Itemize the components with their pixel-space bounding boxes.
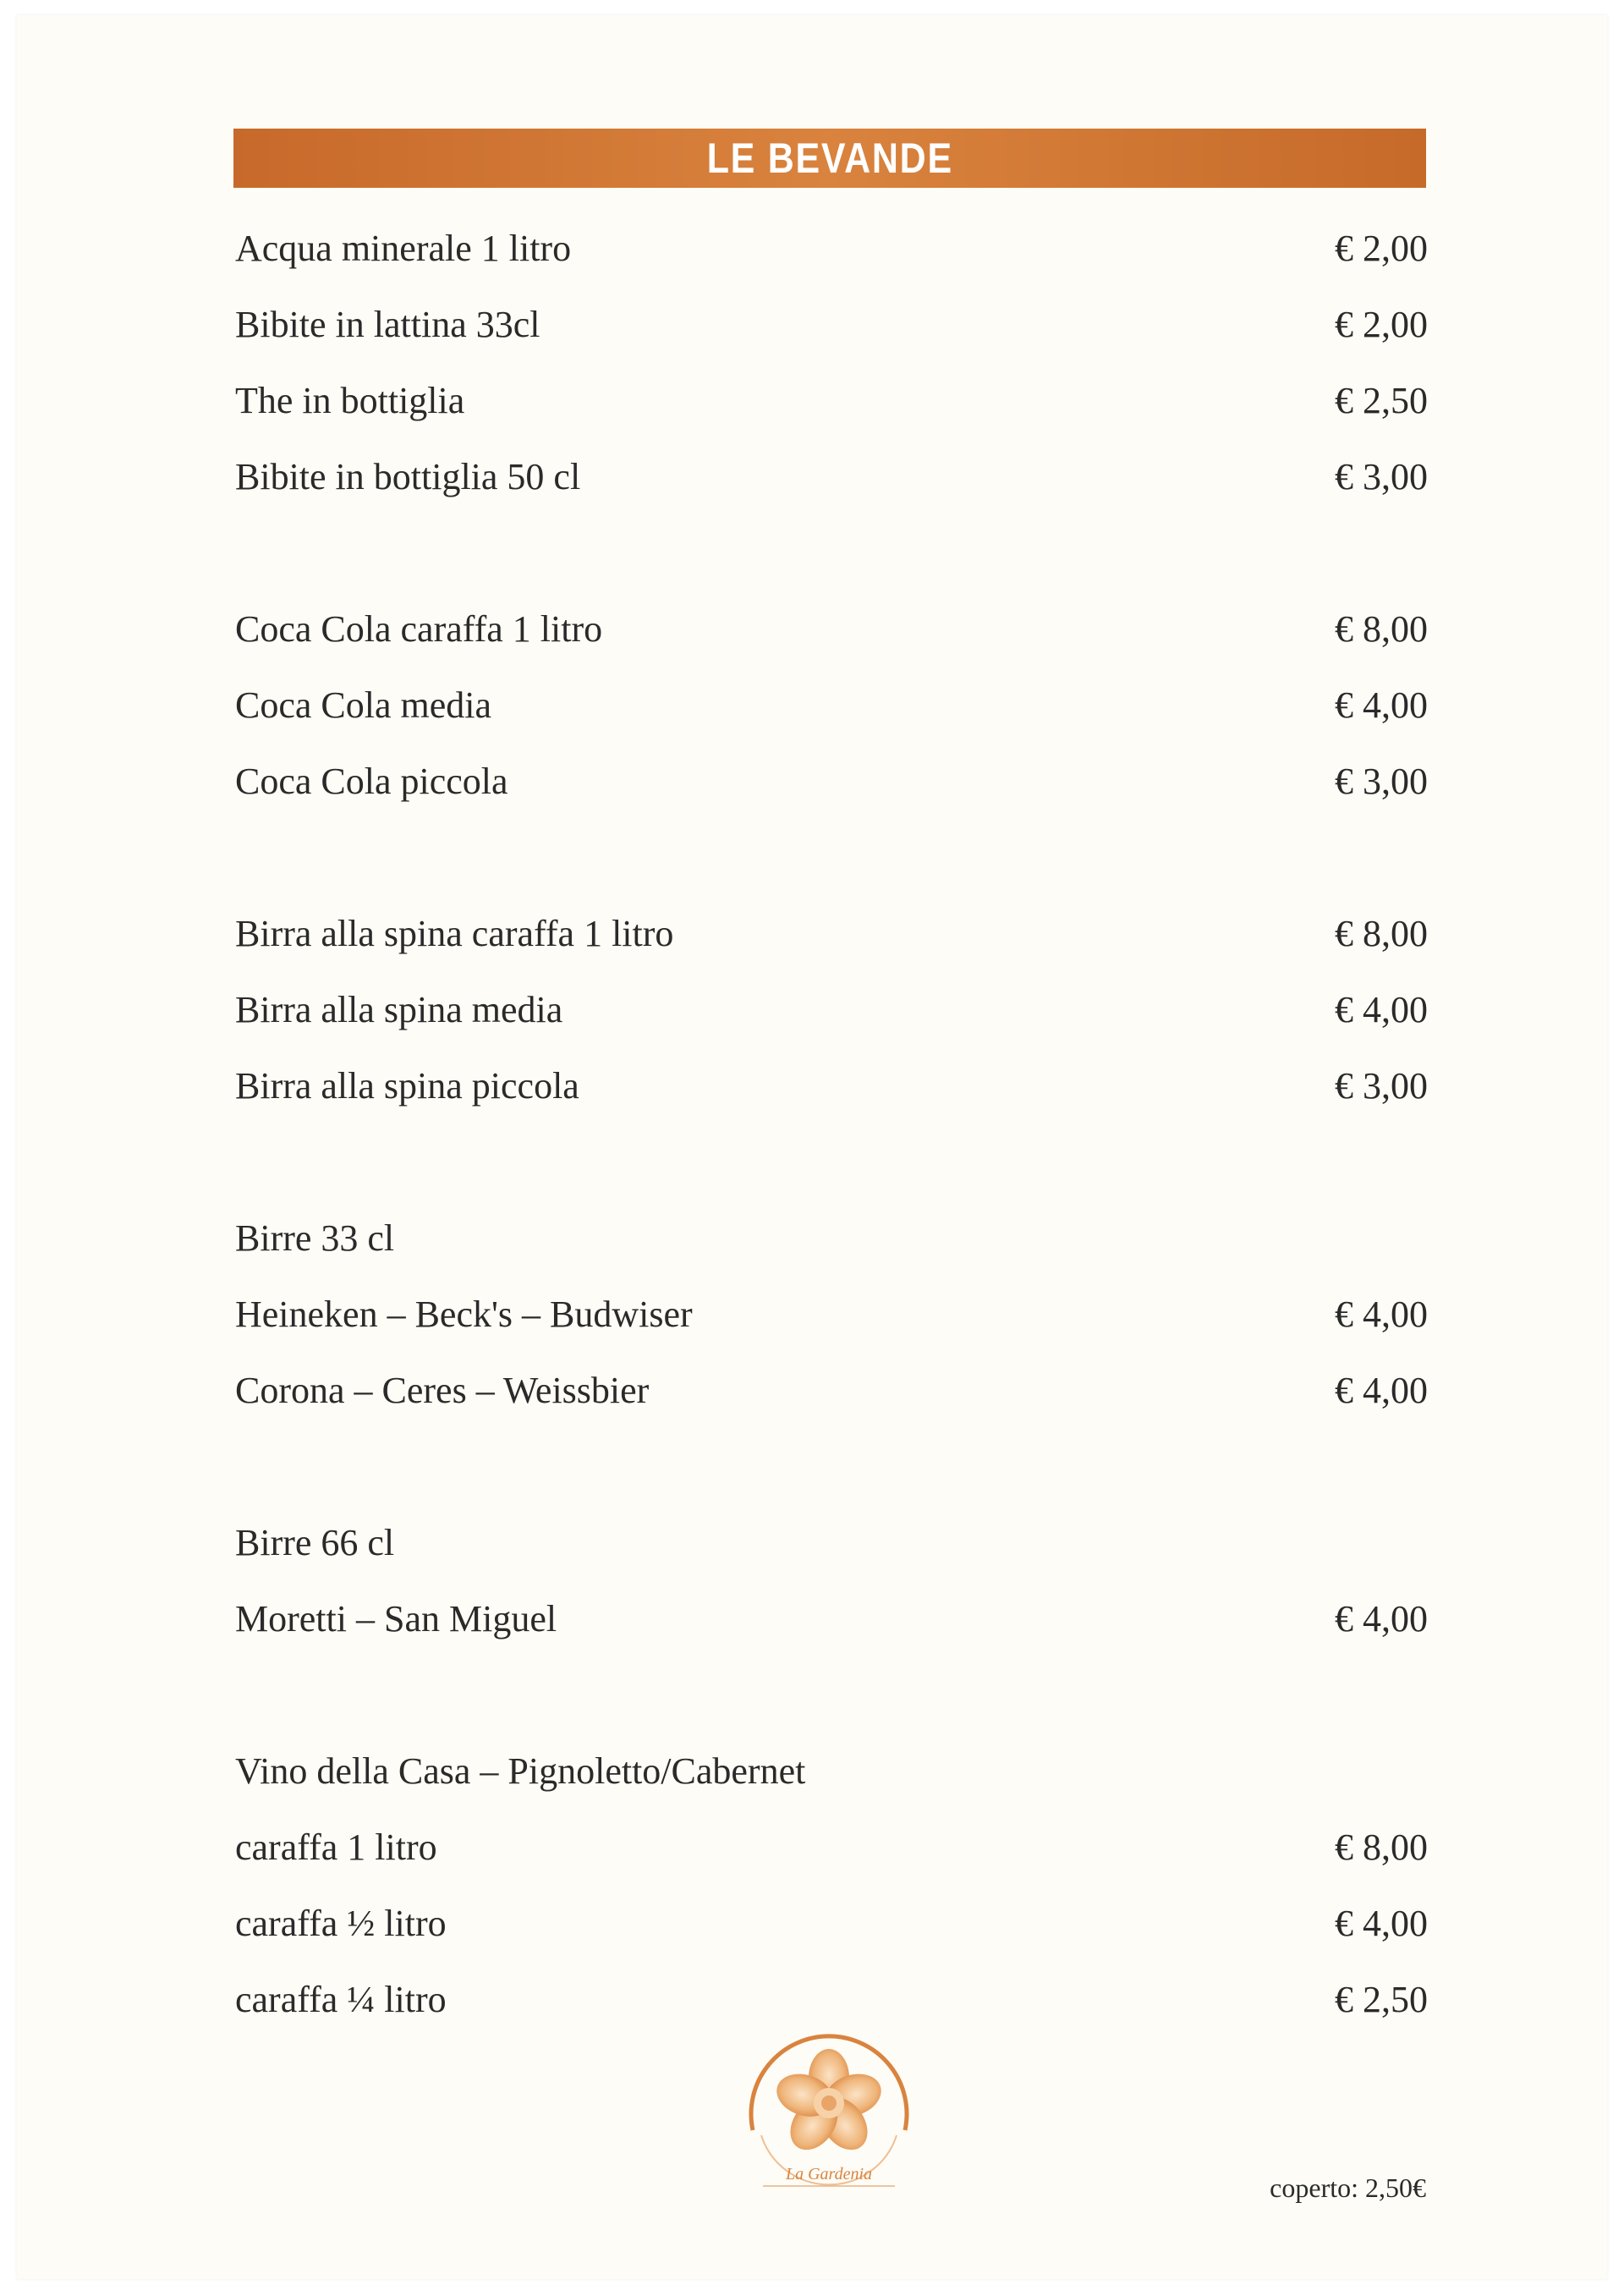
item-name: Birre 66 cl — [235, 1521, 395, 1563]
item-price: € 4,00 — [1335, 1293, 1428, 1335]
item-name: Heineken – Beck's – Budwiser — [235, 1293, 693, 1335]
menu-page — [17, 15, 1607, 2279]
item-name: Coca Cola piccola — [235, 760, 508, 802]
item-price: € 4,00 — [1335, 1369, 1428, 1411]
menu-item — [235, 1276, 1428, 1352]
category-heading — [235, 1200, 1428, 1276]
menu-item — [235, 286, 1428, 362]
category-heading — [235, 1504, 1428, 1580]
item-price: € 2,00 — [1335, 227, 1428, 269]
category-heading — [235, 1733, 1428, 1809]
item-price: € 8,00 — [1335, 607, 1428, 650]
menu-item — [235, 667, 1428, 743]
item-price: € 3,00 — [1335, 1064, 1428, 1107]
menu-item — [235, 210, 1428, 286]
item-name: Bibite in bottiglia 50 cl — [235, 455, 581, 497]
menu-item — [235, 1885, 1428, 1961]
item-price: € 2,50 — [1335, 379, 1428, 421]
menu-item — [235, 1352, 1428, 1428]
item-price: € 8,00 — [1335, 1826, 1428, 1868]
item-price: € 2,00 — [1335, 303, 1428, 345]
item-name: The in bottiglia — [235, 379, 465, 421]
item-price: € 2,50 — [1335, 1978, 1428, 2020]
menu-item — [235, 590, 1428, 667]
menu-item — [235, 895, 1428, 971]
item-price: € 3,00 — [1335, 455, 1428, 497]
item-name: Moretti – San Miguel — [235, 1597, 557, 1640]
menu-item — [235, 362, 1428, 438]
item-name: Acqua minerale 1 litro — [235, 227, 572, 269]
item-name: Birra alla spina media — [235, 988, 563, 1030]
menu-item — [235, 1047, 1428, 1123]
menu-item — [235, 1961, 1428, 2037]
item-name: Birra alla spina caraffa 1 litro — [235, 912, 674, 954]
item-price: € 4,00 — [1335, 684, 1428, 726]
item-name: caraffa ¼ litro — [235, 1978, 447, 2020]
cover-charge: coperto: 2,50€ — [1270, 2172, 1426, 2203]
drinks-list — [235, 210, 1428, 2037]
section-title: LE BEVANDE — [706, 135, 953, 182]
item-name: caraffa 1 litro — [235, 1826, 437, 1868]
menu-item — [235, 743, 1428, 819]
item-name: Birre 33 cl — [235, 1217, 395, 1259]
item-price: € 8,00 — [1335, 912, 1428, 954]
item-name: caraffa ½ litro — [235, 1902, 447, 1944]
gardenia-flower-logo-icon — [736, 2029, 922, 2215]
item-price: € 3,00 — [1335, 760, 1428, 802]
item-name: Bibite in lattina 33cl — [235, 303, 540, 345]
item-name: Birra alla spina piccola — [235, 1064, 579, 1107]
menu-item — [235, 438, 1428, 514]
item-price: € 4,00 — [1335, 988, 1428, 1030]
logo-text: La Gardenia — [785, 2165, 873, 2183]
item-name: Vino della Casa – Pignoletto/Cabernet — [235, 1749, 806, 1792]
item-price: € 4,00 — [1335, 1902, 1428, 1944]
item-name: Corona – Ceres – Weissbier — [235, 1369, 650, 1411]
menu-item — [235, 1809, 1428, 1885]
item-name: Coca Cola media — [235, 684, 492, 726]
menu-item — [235, 971, 1428, 1047]
section-header — [233, 129, 1426, 188]
item-name: Coca Cola caraffa 1 litro — [235, 607, 603, 650]
item-price: € 4,00 — [1335, 1597, 1428, 1640]
menu-item — [235, 1580, 1428, 1656]
